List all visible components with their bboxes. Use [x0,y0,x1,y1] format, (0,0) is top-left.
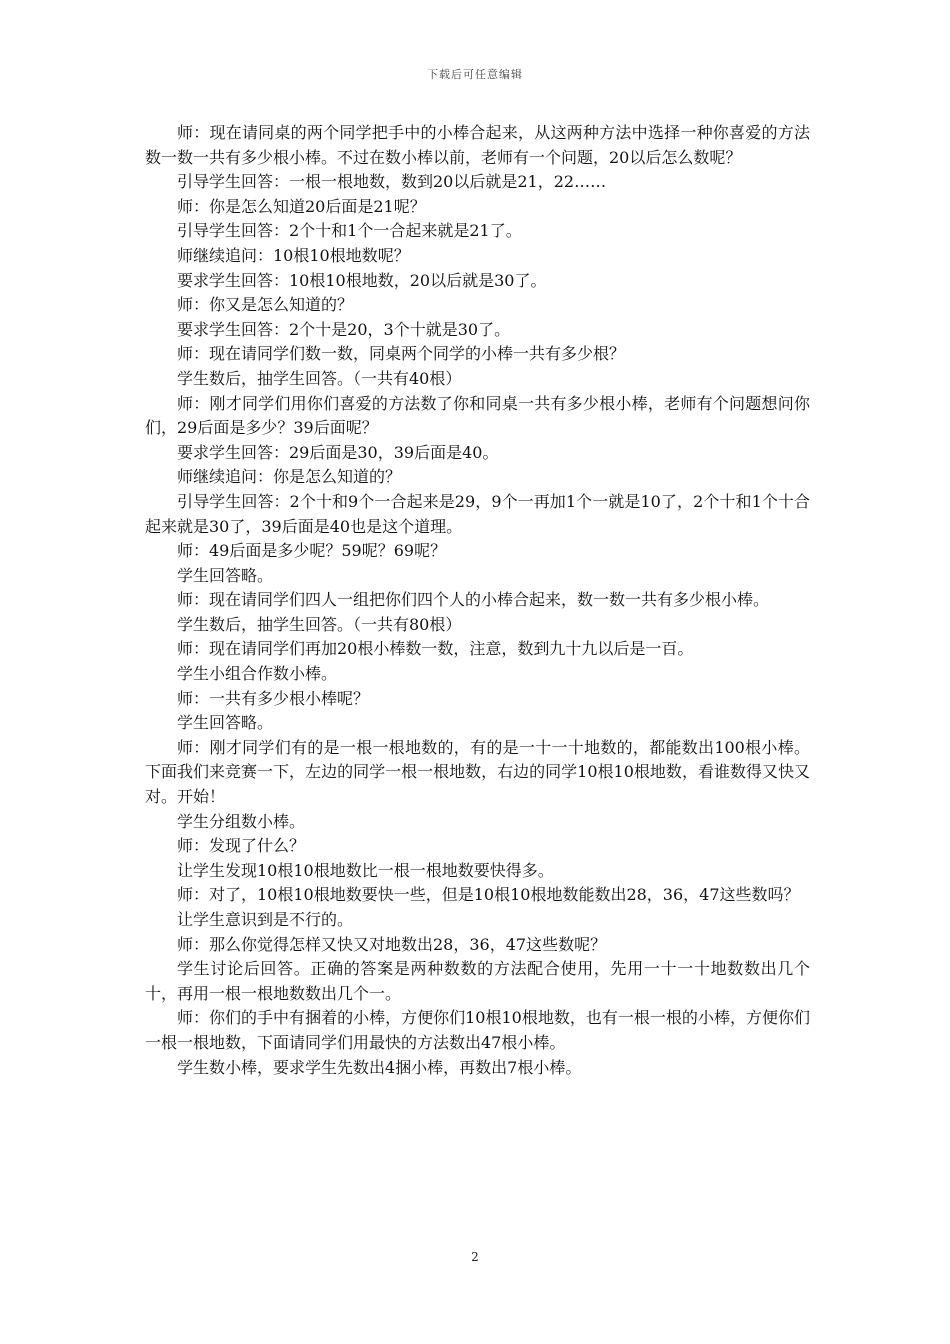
paragraph: 学生数后，抽学生回答。（一共有40根） [177,368,462,388]
paragraph: 师：刚才同学们有的是一根一根地数的，有的是一十一十地数的，都能数出100根小棒。下面我们来竞赛一下，左边的同学一根一根地数，右边的同学10根10根地数，看谁数得又快又对。开始！ [145,737,810,807]
paragraph: 师：现在请同学们四人一组把你们四个人的小棒合起来，数一数一共有多少根小棒。 [177,590,770,610]
page-number: 2 [471,1250,479,1264]
paragraph: 学生数小棒，要求学生先数出4捆小棒，再数出7根小棒。 [177,1057,582,1077]
document-body [145,121,810,1080]
paragraph: 要求学生回答：29后面是30，39后面是40。 [177,442,499,462]
paragraph: 让学生意识到是不行的。 [177,910,354,929]
paragraph: 师继续追问：10根10根地数呢？ [177,245,410,265]
paragraph: 学生分组数小棒。 [177,811,306,831]
page-header: 下载后可任意编辑 [427,68,523,81]
paragraph: 学生回答略。 [177,713,274,733]
paragraph: 引导学生回答：一根一根地数，数到20以后就是21，22…… [177,172,607,192]
paragraph: 师：49后面是多少呢？59呢？69呢？ [177,541,447,561]
paragraph: 师：现在请同学们再加20根小棒数一数，注意，数到九十九以后是一百。 [177,639,694,659]
paragraph: 学生讨论后回答。正确的答案是两种数数的方法配合使用，先用一十一十地数数出几个十，再用一根一根地数数出几个一。 [145,959,810,1003]
paragraph: 师：发现了什么？ [177,836,306,856]
paragraph: 引导学生回答：2个十和1个一合起来就是21了。 [177,221,522,241]
paragraph: 学生小组合作数小棒。 [177,664,338,684]
paragraph: 师：你又是怎么知道的？ [177,295,354,315]
paragraph: 师：现在请同桌的两个同学把手中的小棒合起来，从这两种方法中选择一种你喜爱的方法数一数一共有多少根小棒。不过在数小棒以前，老师有一个问题，20以后怎么数呢？ [145,123,810,167]
paragraph: 学生回答略。 [177,565,274,585]
paragraph: 让学生发现10根10根地数比一根一根地数要快得多。 [177,860,554,880]
paragraph: 师：那么你觉得怎样又快又对地数出28，36，47这些数呢？ [177,934,607,954]
paragraph: 师继续追问：你是怎么知道的？ [177,467,402,487]
paragraph: 引导学生回答：2个十和9个一合起来是29，9个一再加1个一就是10了，2个十和1个十合起来就是30了，39后面是40也是这个道理。 [145,491,810,536]
paragraph: 师：你是怎么知道20后面是21呢？ [177,196,426,216]
paragraph: 师：你们的手中有捆着的小棒，方便你们10根10根地数，也有一根一根的小棒，方便你们一根一根地数，下面请同学们用最快的方法数出47根小棒。 [145,1008,810,1052]
paragraph: 师：一共有多少根小棒呢？ [177,688,370,708]
paragraph: 学生数后，抽学生回答。（一共有80根） [177,614,462,634]
paragraph: 要求学生回答：10根10根地数，20以后就是30了。 [177,270,547,290]
paragraph: 师：对了，10根10根地数要快一些，但是10根10根地数能数出28，36，47这些数吗？ [177,885,800,905]
paragraph: 师：刚才同学们用你们喜爱的方法数了你和同桌一共有多少根小棒，老师有个问题想问你们，29后面是多少？39后面呢？ [145,393,810,438]
paragraph: 师：现在请同学们数一数，同桌两个同学的小棒一共有多少根？ [177,344,626,364]
paragraph: 要求学生回答：2个十是20，3个十就是30了。 [177,319,511,339]
